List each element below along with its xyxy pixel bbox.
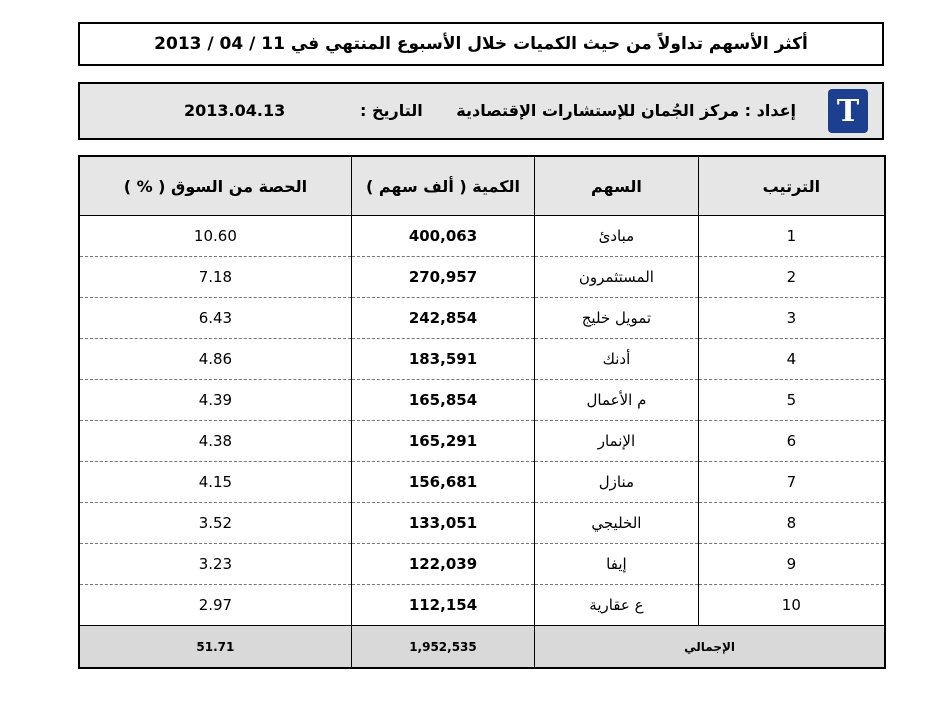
rank-cell: 8 — [698, 503, 885, 544]
quantity-cell: 112,154 — [351, 585, 534, 626]
quantity-cell: 122,039 — [351, 544, 534, 585]
header-share-label: الحصة من السوق ( % ) — [123, 176, 308, 196]
quantity-cell: 242,854 — [351, 298, 534, 339]
share-cell: 6.43 — [79, 298, 351, 339]
stock-cell: إيفا — [535, 544, 699, 585]
total-quantity: 1,952,535 — [351, 626, 534, 669]
table-row — [79, 421, 885, 462]
stock-cell: المستثمرون — [535, 257, 699, 298]
stock-cell: مبادئ — [535, 216, 699, 257]
table-row — [79, 216, 885, 257]
table-row — [79, 339, 885, 380]
share-cell: 10.60 — [79, 216, 351, 257]
table-row — [79, 298, 885, 339]
table-row — [79, 585, 885, 626]
total-row — [79, 626, 885, 669]
share-cell: 3.52 — [79, 503, 351, 544]
rank-cell: 1 — [698, 216, 885, 257]
table-row — [79, 503, 885, 544]
rank-cell: 4 — [698, 339, 885, 380]
share-cell: 7.18 — [79, 257, 351, 298]
table-row — [79, 544, 885, 585]
quantity-cell: 165,854 — [351, 380, 534, 421]
date-value: 2013.04.13 — [184, 101, 286, 120]
stock-cell: الخليجي — [535, 503, 699, 544]
table-row — [79, 257, 885, 298]
quantity-cell: 156,681 — [351, 462, 534, 503]
report-title-box — [78, 22, 884, 66]
stock-cell: أدنك — [535, 339, 699, 380]
stock-cell: ع عقارية — [535, 585, 699, 626]
share-cell: 2.97 — [79, 585, 351, 626]
date-label: التاريخ : — [360, 101, 423, 120]
share-cell: 3.23 — [79, 544, 351, 585]
header-quantity — [351, 156, 534, 216]
prepared-by: إعداد : مركز الجُمان للإستشارات الإقتصادية — [456, 101, 796, 120]
rank-cell: 5 — [698, 380, 885, 421]
rank-cell: 10 — [698, 585, 885, 626]
quantity-cell: 133,051 — [351, 503, 534, 544]
stock-cell: منازل — [535, 462, 699, 503]
rank-cell: 7 — [698, 462, 885, 503]
share-cell: 4.38 — [79, 421, 351, 462]
header-rank — [698, 156, 885, 216]
header-stock — [535, 156, 699, 216]
info-box — [78, 82, 884, 140]
quantity-cell: 400,063 — [351, 216, 534, 257]
share-cell: 4.15 — [79, 462, 351, 503]
share-cell: 4.39 — [79, 380, 351, 421]
stock-cell: تمويل خليج — [535, 298, 699, 339]
stocks-table — [78, 155, 886, 669]
quantity-cell: 183,591 — [351, 339, 534, 380]
rank-cell: 2 — [698, 257, 885, 298]
stock-cell: الإنمار — [535, 421, 699, 462]
company-logo-icon — [828, 89, 868, 133]
total-share: 51.71 — [79, 626, 351, 669]
share-cell: 4.86 — [79, 339, 351, 380]
quantity-cell: 270,957 — [351, 257, 534, 298]
logo-text: T — [836, 93, 860, 129]
table-row — [79, 462, 885, 503]
total-label: الإجمالي — [535, 626, 885, 669]
rank-cell: 6 — [698, 421, 885, 462]
rank-cell: 9 — [698, 544, 885, 585]
header-rank-label: الترتيب — [762, 176, 821, 196]
header-stock-label: السهم — [590, 176, 642, 196]
table-row — [79, 380, 885, 421]
rank-cell: 3 — [698, 298, 885, 339]
header-share — [79, 156, 351, 216]
stock-cell: م الأعمال — [535, 380, 699, 421]
table-header-row — [79, 156, 885, 216]
header-quantity-label: الكمية ( ألف سهم ) — [365, 176, 521, 196]
quantity-cell: 165,291 — [351, 421, 534, 462]
report-title: أكثر الأسهم تداولاً من حيث الكميات خلال الأسبوع المنتهي في 11 / 04 / 2013 — [154, 34, 808, 54]
